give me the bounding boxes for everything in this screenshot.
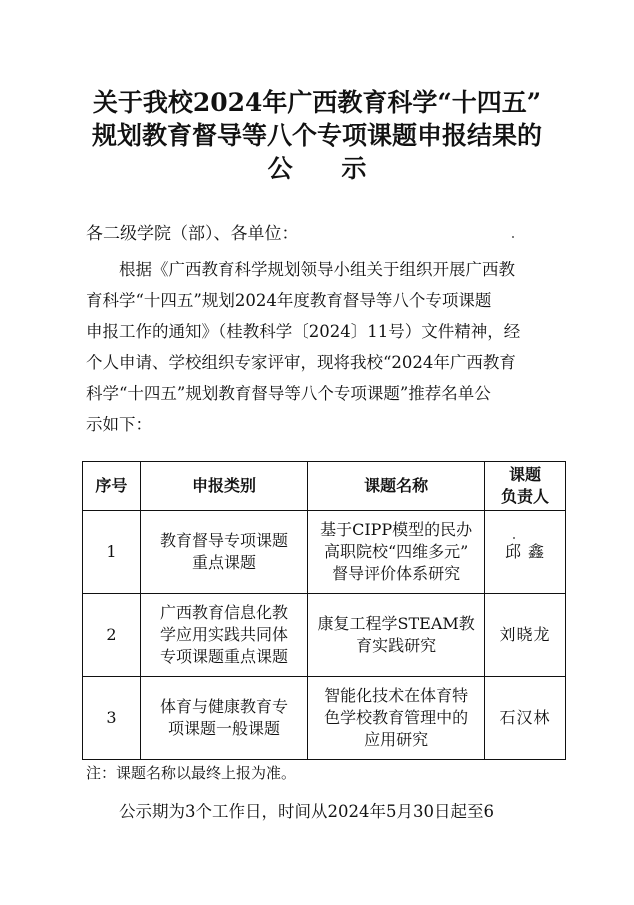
cell-owner: 邱 鑫 <box>485 511 566 594</box>
table-header-row <box>83 462 566 511</box>
table-note: 注：课题名称以最终上报为准。 <box>86 764 297 782</box>
header-category: 申报类别 <box>140 462 307 511</box>
cell-text: 项课题一般课题 <box>168 719 281 738</box>
cell-no: 3 <box>83 677 141 760</box>
table-row <box>83 677 566 760</box>
body-line: 示如下： <box>86 415 152 434</box>
body-paragraph <box>86 254 556 440</box>
body-line: 育科学“十四五”规划2024年度教育督导等八个专项课题 <box>86 291 492 310</box>
header-owner <box>485 462 566 511</box>
closing-paragraph: 公示期为3个工作日，时间从2024年5月30日起至6 <box>119 802 494 821</box>
cell-text: 督导评价体系研究 <box>332 564 461 583</box>
cell-no: 2 <box>83 594 141 677</box>
scan-speck <box>512 236 514 238</box>
cell-text: 基于CIPP模型的民办 <box>320 520 473 539</box>
addressee: 各二级学院（部）、各单位： <box>86 224 299 244</box>
cell-text: 重点课题 <box>192 553 257 572</box>
table-row <box>83 511 566 594</box>
body-line: 个人申请、学校组织专家评审，现将我校“2024年广西教育 <box>86 353 516 372</box>
cell-category <box>140 594 307 677</box>
cell-text: 康复工程学STEAM教 <box>317 614 475 633</box>
cell-text: 广西教育信息化教 <box>160 603 289 622</box>
project-table <box>82 461 566 760</box>
cell-owner: 石汉林 <box>485 677 566 760</box>
header-title: 课题名称 <box>308 462 485 511</box>
cell-owner: 刘晓龙 <box>485 594 566 677</box>
cell-no: 1 <box>83 511 141 594</box>
cell-title <box>308 511 485 594</box>
cell-text: 智能化技术在体育特 <box>324 686 469 705</box>
cell-text: 应用研究 <box>364 730 429 749</box>
cell-title <box>308 677 485 760</box>
cell-title <box>308 594 485 677</box>
table-row <box>83 594 566 677</box>
title-line-1: 关于我校2024年广西教育科学“十四五” <box>92 88 542 117</box>
title-line-3: 公 示 <box>267 154 387 183</box>
cell-text: 学应用实践共同体 <box>160 625 289 644</box>
cell-text: 体育与健康教育专 <box>160 697 289 716</box>
body-line: 科学“十四五”规划教育督导等八个专项课题”推荐名单公 <box>86 384 491 403</box>
cell-text: 教育督导专项课题 <box>160 531 289 550</box>
scan-speck <box>513 537 515 539</box>
cell-text: 色学校教育管理中的 <box>324 708 469 727</box>
cell-text: 专项课题重点课题 <box>160 647 289 666</box>
header-owner-line-2: 负责人 <box>501 487 550 506</box>
body-line: 申报工作的通知》（桂教科学〔2024〕11号）文件精神，经 <box>86 322 521 341</box>
cell-category <box>140 677 307 760</box>
document-title <box>40 86 594 185</box>
cell-category <box>140 511 307 594</box>
header-no: 序号 <box>83 462 141 511</box>
cell-text: 高职院校“四维多元” <box>323 542 469 561</box>
title-line-2: 规划教育督导等八个专项课题申报结果的 <box>91 121 542 150</box>
body-line: 根据《广西教育科学规划领导小组关于组织开展广西教 <box>119 260 515 279</box>
header-owner-line-1: 课题 <box>509 465 542 484</box>
cell-text: 育实践研究 <box>356 636 437 655</box>
